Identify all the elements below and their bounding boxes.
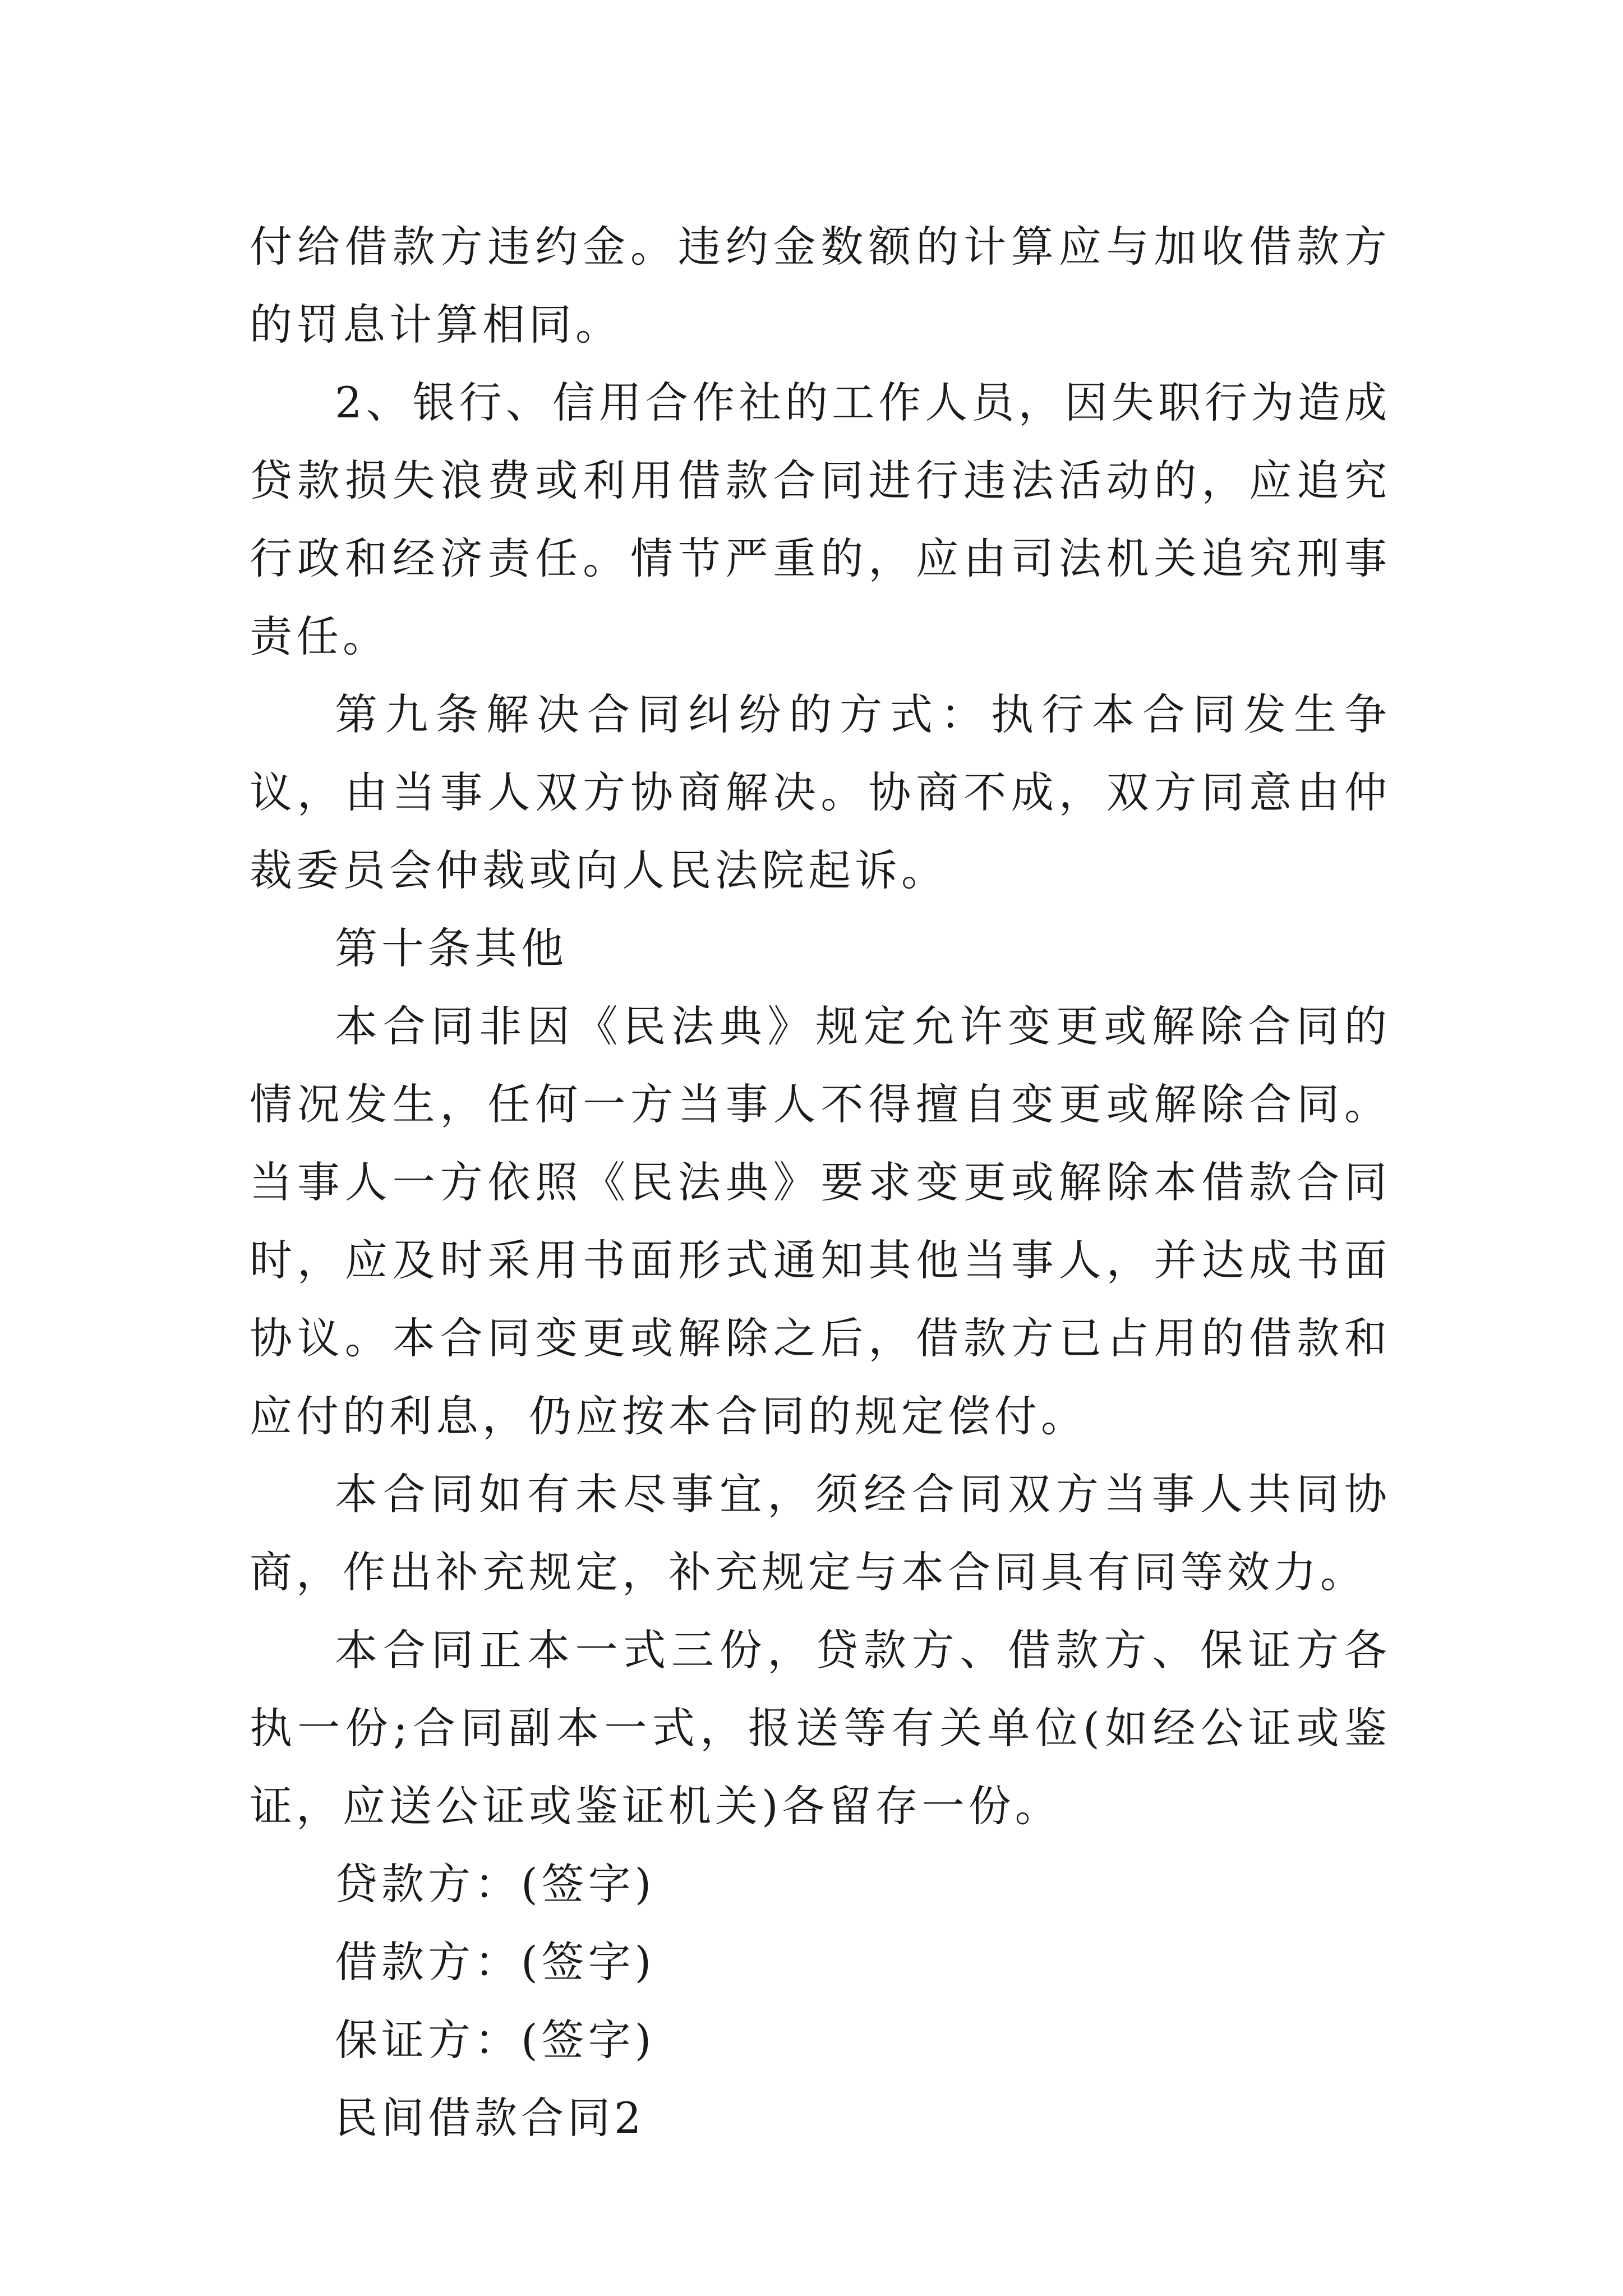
paragraph-copies: 本合同正本一式三份，贷款方、借款方、保证方各执一份;合同副本一式，报送等有关单位(如经公证或鉴证，应送公证或鉴证机关)各留存一份。	[250, 1625, 1391, 1831]
paragraph-supplementary-provisions: 本合同如有未尽事宜，须经合同双方当事人共同协商，作出补充规定，补充规定与本合同具有同等效力。	[250, 1469, 1391, 1597]
paragraph-contract-changes: 本合同非因《民法典》规定允许变更或解除合同的情况发生，任何一方当事人不得擅自变更或解除合同。当事人一方依照《民法典》要求变更或解除本借款合同时，应及时采用书面形式通知其他当事人，并达成书面协议。本合同变更或解除之后，借款方已占用的借款和应付的利息，仍应按本合同的规定偿付。	[250, 1001, 1391, 1441]
next-document-title: 民间借款合同2	[335, 2093, 645, 2143]
signature-borrower: 借款方：(签字)	[335, 1937, 656, 1987]
paragraph-bank-staff-liability: 2、银行、信用合作社的工作人员，因失职行为造成贷款损失浪费或利用借款合同进行违法活动的，应追究行政和经济责任。情节严重的，应由司法机关追究刑事责任。	[250, 378, 1391, 661]
paragraph-article-10-heading: 第十条其他	[335, 923, 568, 973]
document-body	[250, 208, 1391, 2157]
signature-guarantor: 保证方：(签字)	[335, 2015, 656, 2065]
paragraph-penalty-calculation: 付给借款方违约金。违约金数额的计算应与加收借款方的罚息计算相同。	[250, 222, 1391, 349]
signature-lender: 贷款方：(签字)	[335, 1859, 656, 1909]
paragraph-article-9-disputes: 第九条解决合同纠纷的方式：执行本合同发生争议，由当事人双方协商解决。协商不成，双方同意由仲裁委员会仲裁或向人民法院起诉。	[250, 689, 1391, 895]
